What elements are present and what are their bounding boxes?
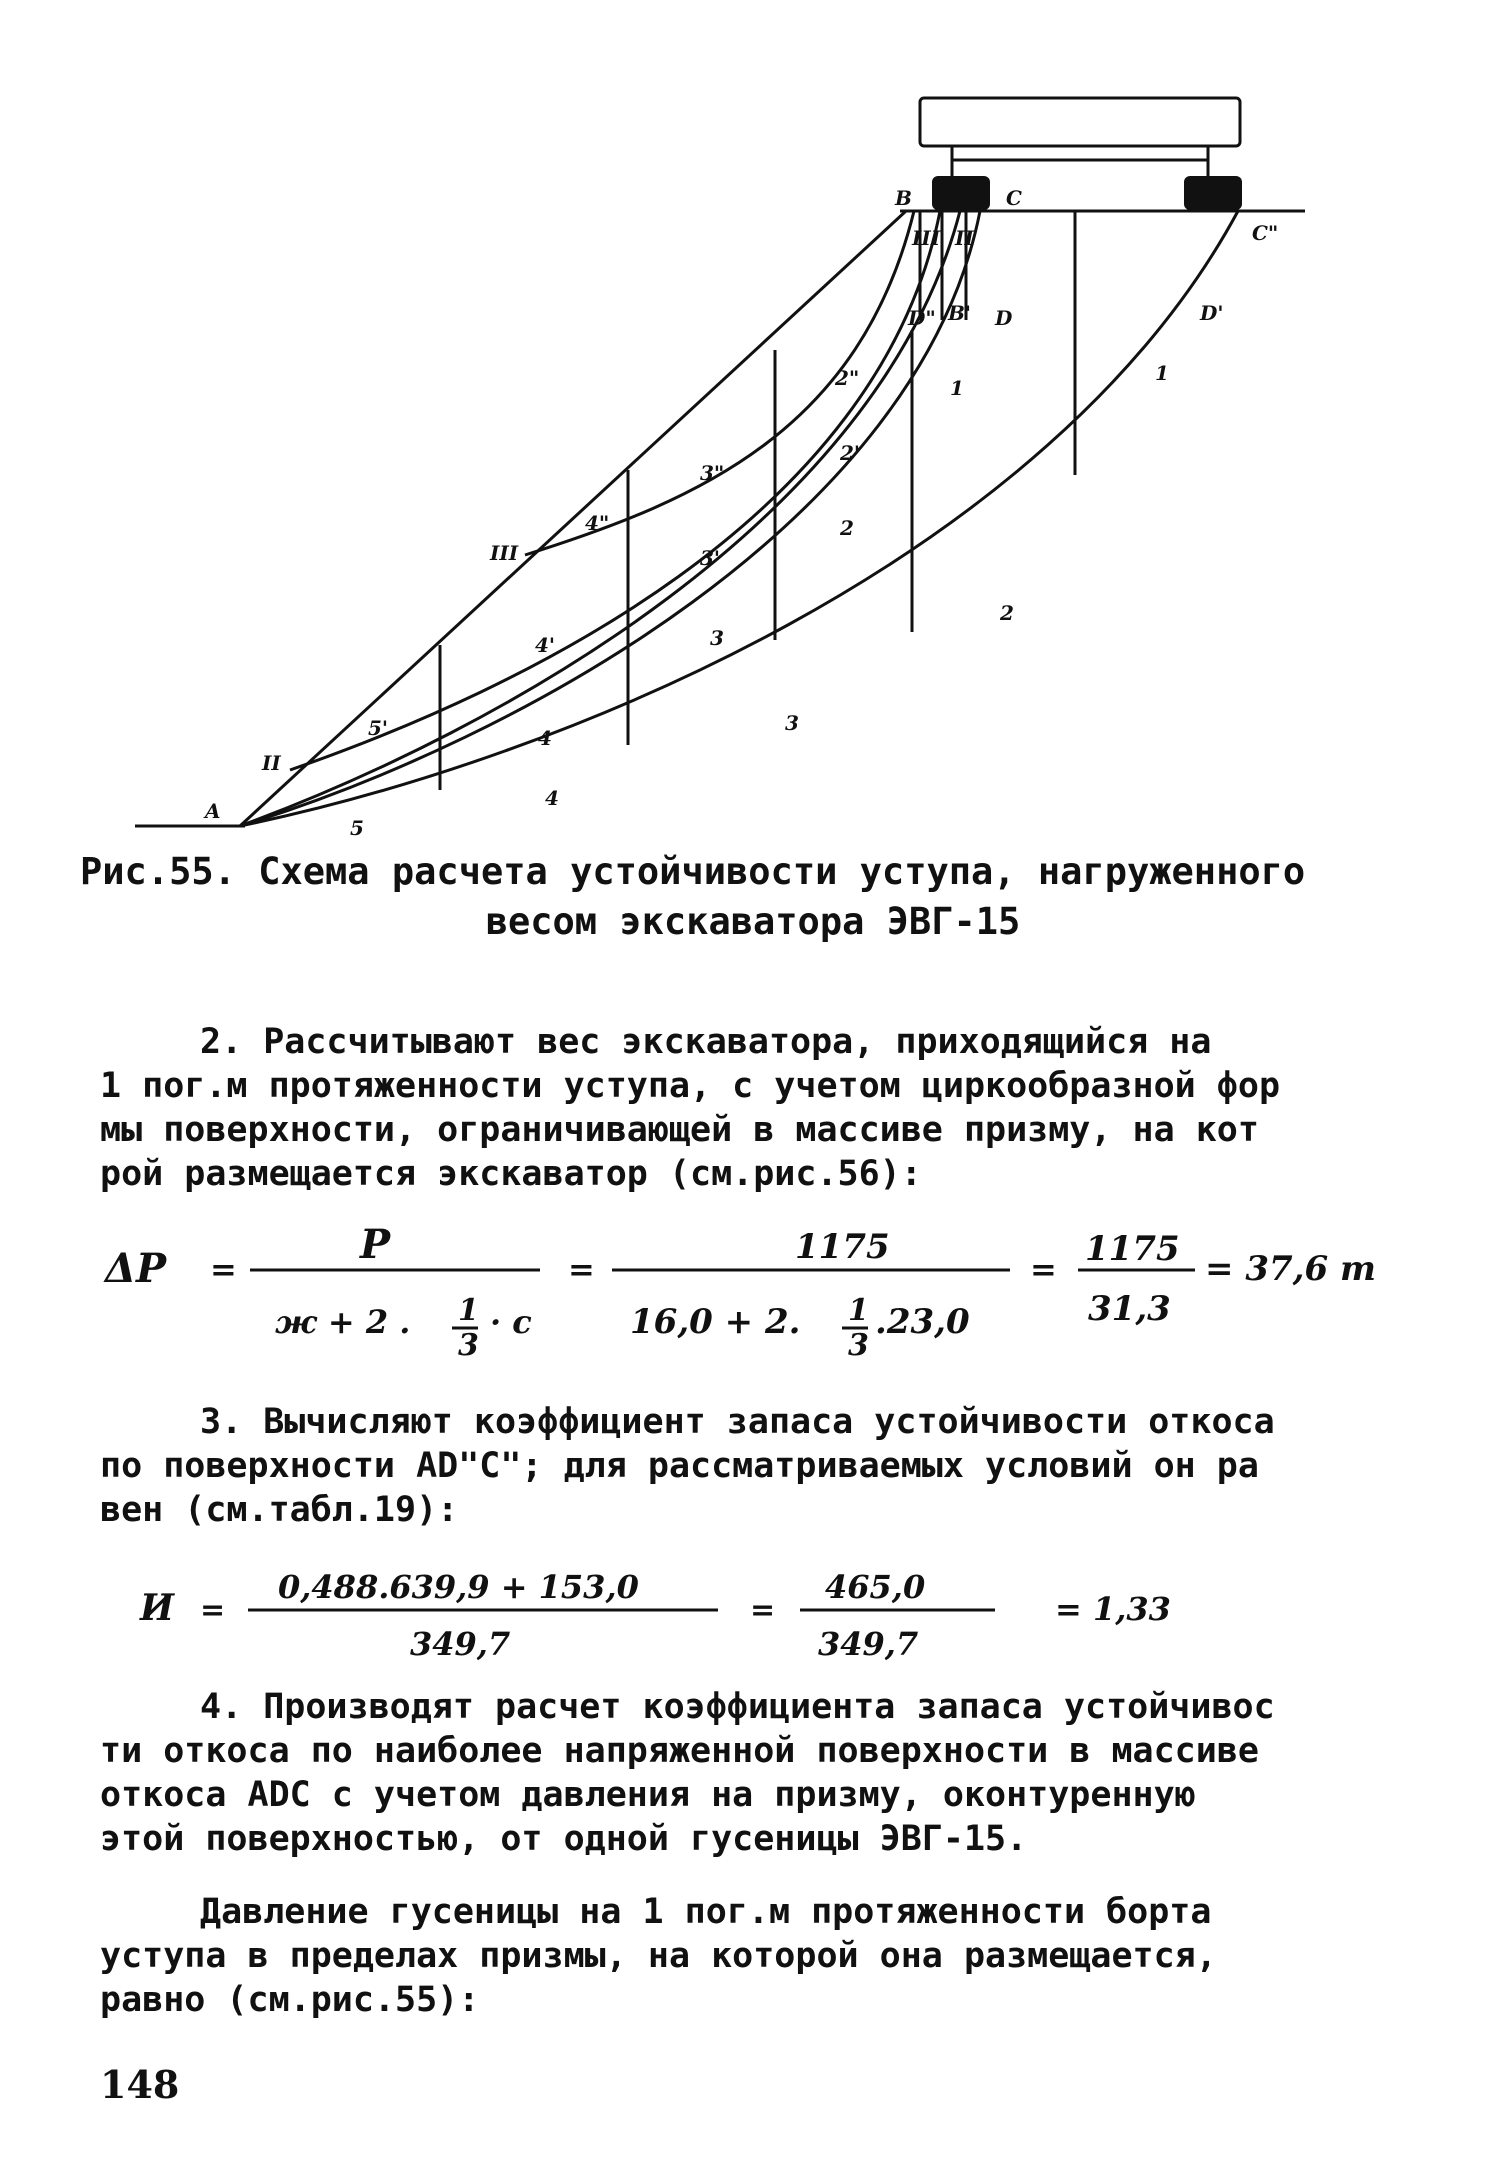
p2-line4: рой размещается экскаватор (см.рис.56): [100,1154,922,1194]
label-c3a: 3 [710,626,724,650]
p3-line1: 3. Вычисляют коэффициент запаса устойчивости откоса [200,1402,1275,1442]
left-track [932,176,990,210]
p5-line1: Давление гусеницы на 1 пог.м протяженности борта [200,1892,1212,1932]
label-c3b: 3 [785,711,799,735]
label-b: B [895,186,912,210]
f1-den2a: 16,0 + 2. [630,1302,801,1342]
excavator-body [920,98,1240,146]
paragraph-3 [100,1400,1410,1532]
f2-result: = 1,33 [1055,1590,1171,1628]
f1-den1b: · с [490,1303,532,1341]
formula-delta-p [0,1220,1506,1360]
label-c2: C" [1252,221,1279,245]
paragraph-4 [100,1685,1410,1861]
f1-num3: 1175 [1085,1229,1180,1269]
f2-lhs: И [140,1587,175,1629]
right-track [1184,176,1242,210]
f1-den2b: .23,0 [875,1302,970,1342]
f2-eq1: = [200,1593,226,1628]
p3-line3: вен (см.табл.19): [100,1490,459,1530]
surface-ii [290,211,940,770]
f1-den3: 31,3 [1088,1289,1171,1329]
label-c1a: 1 [1155,361,1169,385]
label-c4a: 4 [538,726,552,750]
label-ii-top: II [955,226,974,250]
paragraph-2 [100,1020,1410,1196]
label-c4b: 4 [545,786,559,810]
p4-line3: откоса ADC с учетом давления на призму, оконтуренную [100,1775,1196,1815]
f1-den1-fn: 1 [458,1293,479,1328]
label-iii: III [490,541,519,565]
f2-num2: 465,0 [825,1568,926,1606]
f1-lhs: ΔP [105,1245,167,1292]
figure-55-diagram [0,0,1506,850]
label-ii: II [262,751,281,775]
formula-safety-factor [0,1560,1506,1670]
label-c2p: 2' [840,441,861,465]
f1-num2: 1175 [795,1227,890,1267]
f2-den2: 349,7 [818,1625,919,1663]
label-d: D [995,306,1013,330]
label-c4p: 4' [535,633,556,657]
label-b1: B' [948,301,972,325]
f1-eq2: = [568,1250,595,1288]
p4-line4: этой поверхностью, от одной гусеницы ЭВГ-15. [100,1819,1028,1859]
f1-eq1: = [210,1250,237,1288]
f2-eq2: = [750,1593,776,1628]
label-a: A [205,799,221,823]
label-d1: D' [1200,301,1224,325]
p3-line2: по поверхности AD"C"; для рассматриваемых условий он ра [100,1446,1259,1486]
page-number: 148 [100,2062,180,2107]
f1-den2-fn: 1 [848,1293,869,1328]
p2-line1: 2. Рассчитывают вес экскаватора, приходящийся на [200,1022,1212,1062]
f1-den2-fd: 3 [848,1328,869,1360]
label-c2a: 2 [1000,601,1014,625]
label-c4pp: 4" [585,511,610,535]
f1-den1a: ж + 2 . [275,1303,411,1341]
label-c3pp: 3" [700,461,725,485]
p2-line2: 1 пог.м протяженности уступа, с учетом циркообразной фор [100,1066,1281,1106]
label-c: C [1006,186,1022,210]
p4-line2: ти откоса по наиболее напряженной поверхности в массиве [100,1731,1259,1771]
label-c5: 5 [350,816,364,840]
surface-adc [240,211,980,826]
p4-line1: 4. Производят расчет коэффициента запаса устойчивос [200,1687,1275,1727]
p5-line3: равно (см.рис.55): [100,1980,480,2020]
f1-eq3: = [1030,1250,1057,1288]
label-c2b: 2 [840,516,854,540]
label-c2pp: 2" [835,366,860,390]
f2-num1: 0,488.639,9 + 153,0 [278,1568,639,1606]
slope-face [240,211,906,826]
figure-caption-line1: Рис.55. Схема расчета устойчивости уступа, нагруженного [80,850,1306,893]
p2-line3: мы поверхности, ограничивающей в массиве призму, на кот [100,1110,1259,1150]
label-c5p: 5' [368,716,389,740]
paragraph-5 [100,1890,1410,2022]
label-iii-top: III [912,226,941,250]
label-c1b: 1 [950,376,964,400]
figure-caption-line2: весом экскаватора ЭВГ-15 [485,900,1021,943]
f1-den1-fd: 3 [458,1328,479,1360]
f1-num1: P [360,1221,391,1268]
label-c3p: 3' [700,546,721,570]
f1-result: = 37,6 т [1205,1249,1376,1289]
f2-den1: 349,7 [410,1625,511,1663]
label-d2: D" [908,306,936,330]
p5-line2: уступа в пределах призмы, на которой она размещается, [100,1936,1217,1976]
